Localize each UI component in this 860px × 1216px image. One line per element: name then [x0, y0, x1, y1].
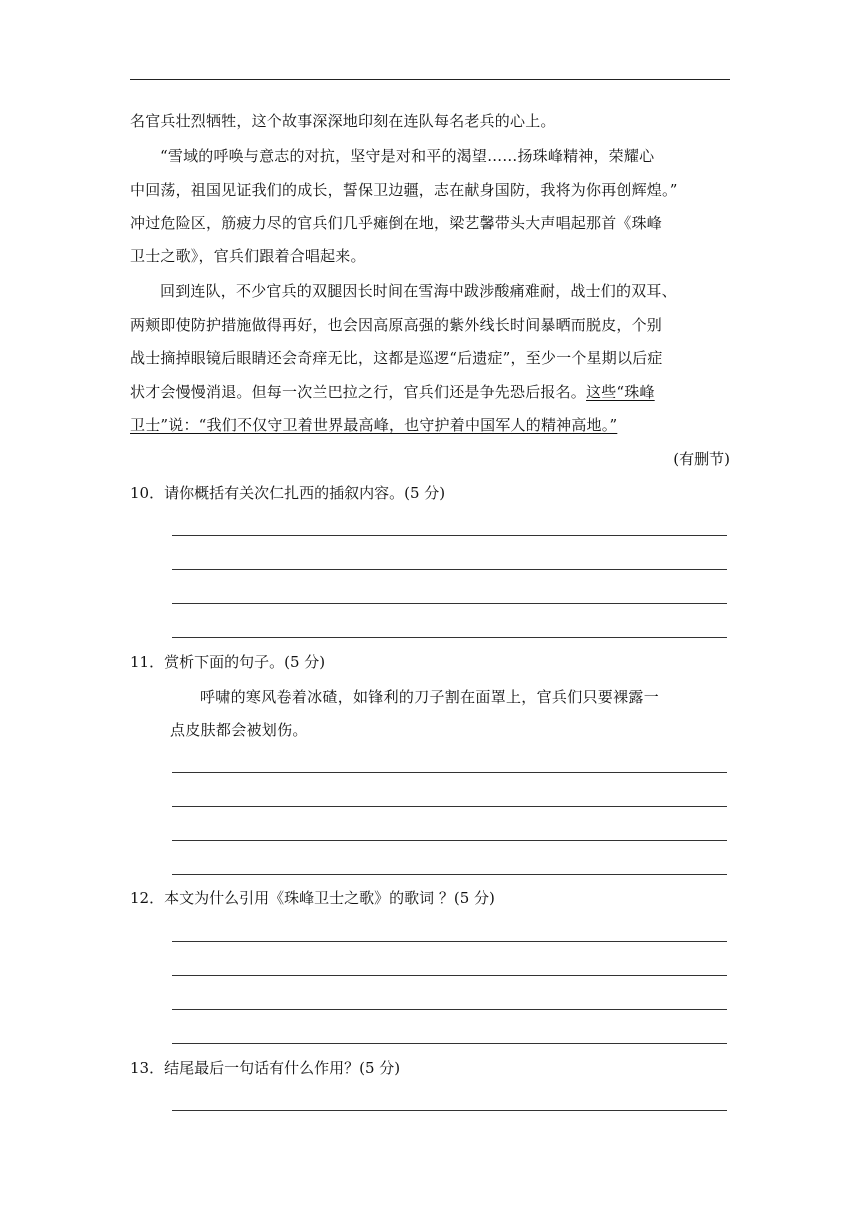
- passage-line-5: 卫士之歌》，官兵们跟着合唱起来。: [130, 247, 366, 265]
- answer-line[interactable]: [172, 840, 727, 841]
- passage-line-2: “雪域的呼唤与意志的对抗，坚守是对和平的渴望……扬珠峰精神，荣耀心: [160, 147, 655, 165]
- answer-line[interactable]: [172, 975, 727, 976]
- answer-line[interactable]: [172, 535, 727, 536]
- answer-line[interactable]: [172, 1043, 727, 1044]
- question-11: 11．赏析下面的句子。(5 分): [130, 653, 326, 671]
- passage-line-4: 冲过危险区，筋疲力尽的官兵们几乎瘫倒在地，梁艺馨带头大声唱起那首《珠峰: [130, 214, 663, 232]
- underlined-sentence-part2: 卫士”说：“我们不仅守卫着世界最高峰，也守护着中国军人的精神高地。”: [130, 416, 618, 434]
- passage-line-9-text: 状才会慢慢消退。但每一次兰巴拉之行，官兵们还是争先恐后报名。: [130, 383, 587, 401]
- passage-line-9: [130, 382, 730, 402]
- passage-line-10: [130, 415, 730, 435]
- answer-line[interactable]: [172, 603, 727, 604]
- underlined-sentence-part1: 这些“珠峰: [586, 383, 655, 401]
- quoted-sentence-line-2: 点皮肤都会被划伤。: [170, 721, 308, 739]
- answer-line[interactable]: [172, 772, 727, 773]
- passage-line-6: 回到连队，不少官兵的双腿因长时间在雪海中跋涉酸痛难耐，战士们的双耳、: [160, 282, 677, 300]
- answer-line[interactable]: [172, 874, 727, 875]
- passage-line-1: 名官兵壮烈牺牲，这个故事深深地印刻在连队每名老兵的心上。: [130, 112, 556, 130]
- answer-line[interactable]: [172, 1009, 727, 1010]
- passage-line-8: 战士摘掉眼镜后眼睛还会奇痒无比，这都是巡逻“后遗症”，至少一个星期以后症: [130, 349, 663, 367]
- answer-line[interactable]: [172, 637, 727, 638]
- passage-line-7: 两颊即使防护措施做得再好，也会因高原高强的紫外线长时间暴晒而脱皮，个别: [130, 316, 663, 334]
- answer-line[interactable]: [172, 806, 727, 807]
- answer-line[interactable]: [172, 1110, 727, 1111]
- answer-line[interactable]: [172, 569, 727, 570]
- question-12: 12．本文为什么引用《珠峰卫士之歌》的歌词 ？(5 分): [130, 889, 495, 907]
- quoted-sentence-line-1: 呼啸的寒风卷着冰碴，如锋利的刀子割在面罩上，官兵们只要裸露一: [200, 688, 660, 706]
- source-note: (有删节): [673, 450, 730, 468]
- answer-line[interactable]: [172, 941, 727, 942]
- header-rule: [130, 79, 730, 80]
- question-13: 13．结尾最后一句话有什么作用？(5 分): [130, 1059, 401, 1077]
- question-10: 10．请你概括有关次仁扎西的插叙内容。(5 分): [130, 484, 446, 502]
- passage-line-3: 中回荡，祖国见证我们的成长，誓保卫边疆，志在献身国防，我将为你再创辉煌。”: [130, 181, 678, 199]
